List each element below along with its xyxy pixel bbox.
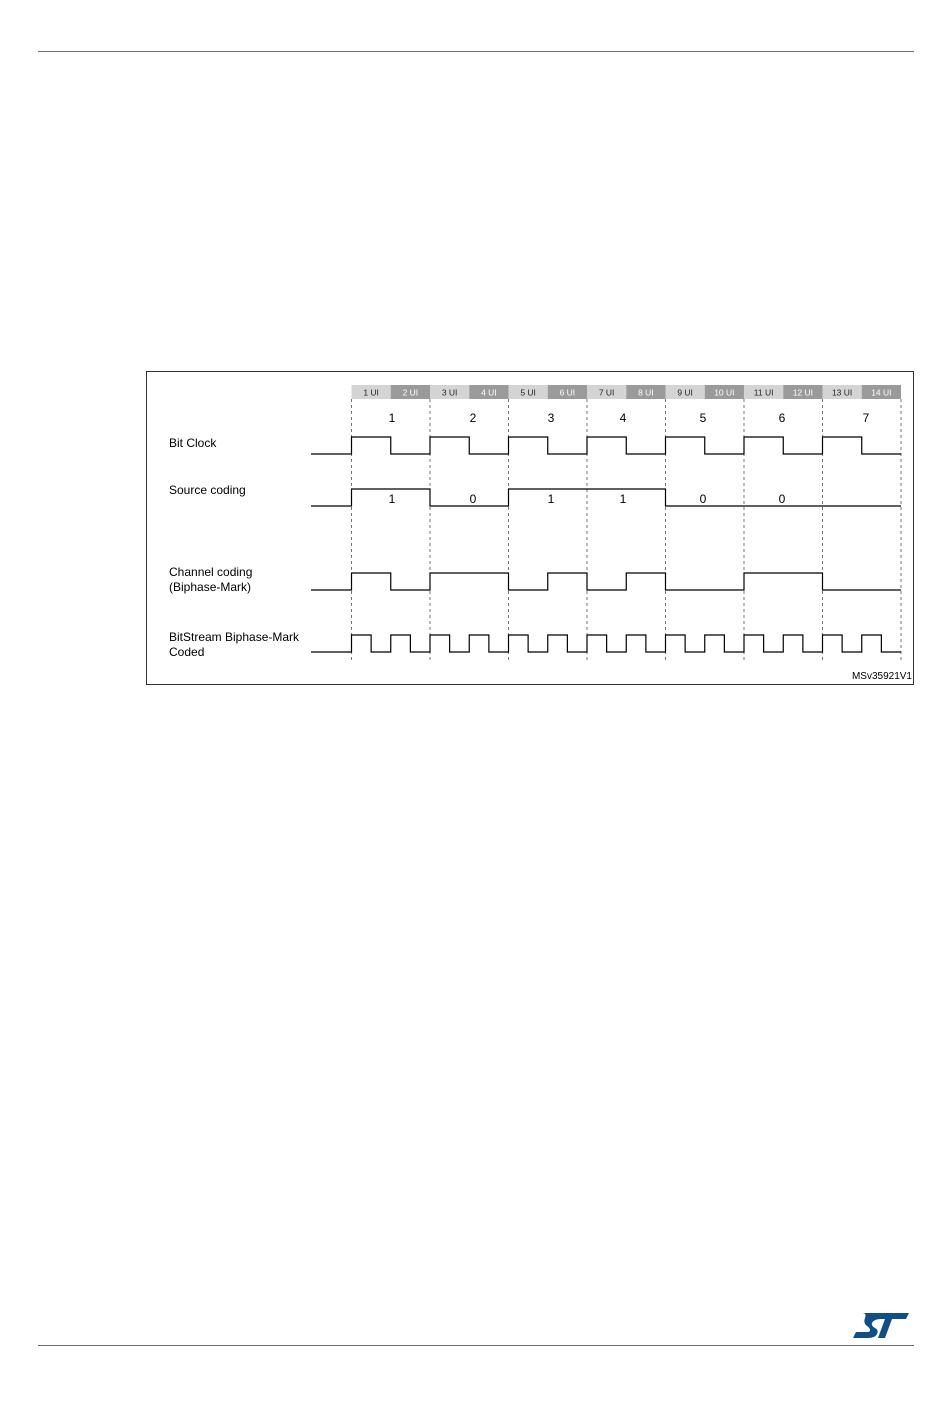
signal-label: Channel coding <box>169 565 253 579</box>
source-bit-value: 1 <box>547 492 555 506</box>
biphase-mark-timing-diagram <box>146 371 914 685</box>
bit-number: 4 <box>619 411 627 425</box>
waveform-1 <box>311 489 901 506</box>
ui-label: 2 UI <box>402 387 419 398</box>
source-bit-value: 0 <box>778 492 786 506</box>
signal-label: BitStream Biphase-Mark <box>169 630 300 644</box>
ui-label: 12 UI <box>792 387 814 398</box>
source-bit-value: 1 <box>619 492 627 506</box>
st-logo-icon <box>852 1311 910 1339</box>
signal-labels <box>169 436 300 659</box>
ui-label: 14 UI <box>871 387 892 398</box>
ui-label: 8 UI <box>638 387 654 398</box>
bit-number: 1 <box>388 411 396 425</box>
ui-label: 7 UI <box>598 387 615 398</box>
bit-number-row <box>389 411 870 425</box>
ui-label: 9 UI <box>677 387 693 398</box>
source-bit-value: 1 <box>388 492 396 506</box>
bit-number: 7 <box>862 411 870 425</box>
signal-label: Source coding <box>169 483 246 497</box>
ui-label: 6 UI <box>559 387 576 398</box>
header-rule <box>38 51 914 52</box>
ui-label: 5 UI <box>520 387 536 398</box>
bit-number: 5 <box>699 411 707 425</box>
source-bit-value: 0 <box>699 492 707 506</box>
waveform-2 <box>311 573 901 590</box>
source-bit-value: 0 <box>469 492 477 506</box>
ui-label: 4 UI <box>481 387 497 398</box>
footer-rule <box>38 1345 914 1346</box>
waveform-3 <box>311 635 901 652</box>
ui-label: 1 UI <box>363 387 379 398</box>
ui-label: 3 UI <box>441 387 458 398</box>
ui-label: 11 UI <box>753 387 774 398</box>
ui-header-row <box>352 385 902 399</box>
bit-number: 2 <box>469 411 477 425</box>
ui-label: 13 UI <box>831 387 853 398</box>
ui-label: 10 UI <box>714 387 735 398</box>
signal-label: (Biphase-Mark) <box>169 580 252 594</box>
waveforms <box>311 437 901 652</box>
signal-label: Coded <box>169 645 205 659</box>
figure-id: MSv35921V1 <box>851 671 912 682</box>
bit-number: 6 <box>778 411 786 425</box>
bit-number: 3 <box>547 411 555 425</box>
waveform-0 <box>311 437 901 454</box>
signal-label: Bit Clock <box>169 436 217 450</box>
